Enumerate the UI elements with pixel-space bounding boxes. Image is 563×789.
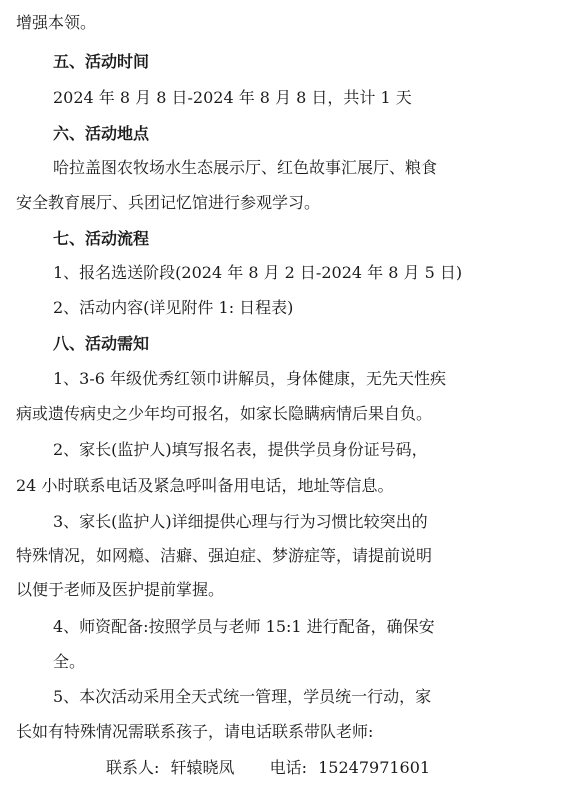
contact-phone-number: 15247971601 [318,758,431,777]
contact-person-name: 轩辕晓凤 [170,758,235,777]
section-8-line: 5、本次活动采用全天式统一管理，学员统一行动，家 [53,687,432,706]
section-8-line: 病或遗传病史之少年均可报名，如家长隐瞒病情后果自负。 [16,404,433,423]
section-8-line: 4、师资配备:按照学员与老师 15:1 进行配备，确保安 [53,617,435,636]
section-8-line: 以便于老师及医护提前掌握。 [16,580,225,599]
section-7-heading: 七、活动流程 [53,229,150,248]
section-8-line: 24 小时联系电话及紧急呼叫备用电话，地址等信息。 [16,476,394,495]
contact-line [106,758,430,778]
contact-phone-label: 电话: [269,758,308,777]
section-7-line: 2、活动内容(详见附件 1: 日程表) [53,298,294,317]
section-6-heading: 六、活动地点 [53,124,150,143]
section-7-line: 1、报名选送阶段(2024 年 8 月 2 日-2024 年 8 月 5 日) [53,263,463,282]
section-8-line: 2、家长(监护人)填写报名表，提供学员身份证号码， [53,440,428,459]
section-5-heading: 五、活动时间 [53,52,150,71]
section-8-line: 全。 [53,652,86,671]
section-5-line: 2024 年 8 月 8 日-2024 年 8 月 8 日，共计 1 天 [53,88,412,107]
section-6-line: 安全教育展厅、兵团记忆馆进行参观学习。 [16,193,321,212]
section-6-line: 哈拉盖图农牧场水生态展示厅、红色故事汇展厅、粮食 [53,158,438,177]
section-8-line: 3、家长(监护人)详细提供心理与行为习惯比较突出的 [53,512,428,531]
section-8-line: 长如有特殊情况需联系孩子，请电话联系带队老师: [16,722,374,741]
section-8-line: 特殊情况，如网瘾、洁癖、强迫症、梦游症等，请提前说明 [16,546,433,565]
section-8-line: 1、3-6 年级优秀红领巾讲解员，身体健康，无先天性疾 [53,369,447,388]
section-8-heading: 八、活动需知 [53,334,150,353]
contact-person-label: 联系人: [106,758,160,777]
intro-tail-text: 增强本领。 [16,13,97,32]
